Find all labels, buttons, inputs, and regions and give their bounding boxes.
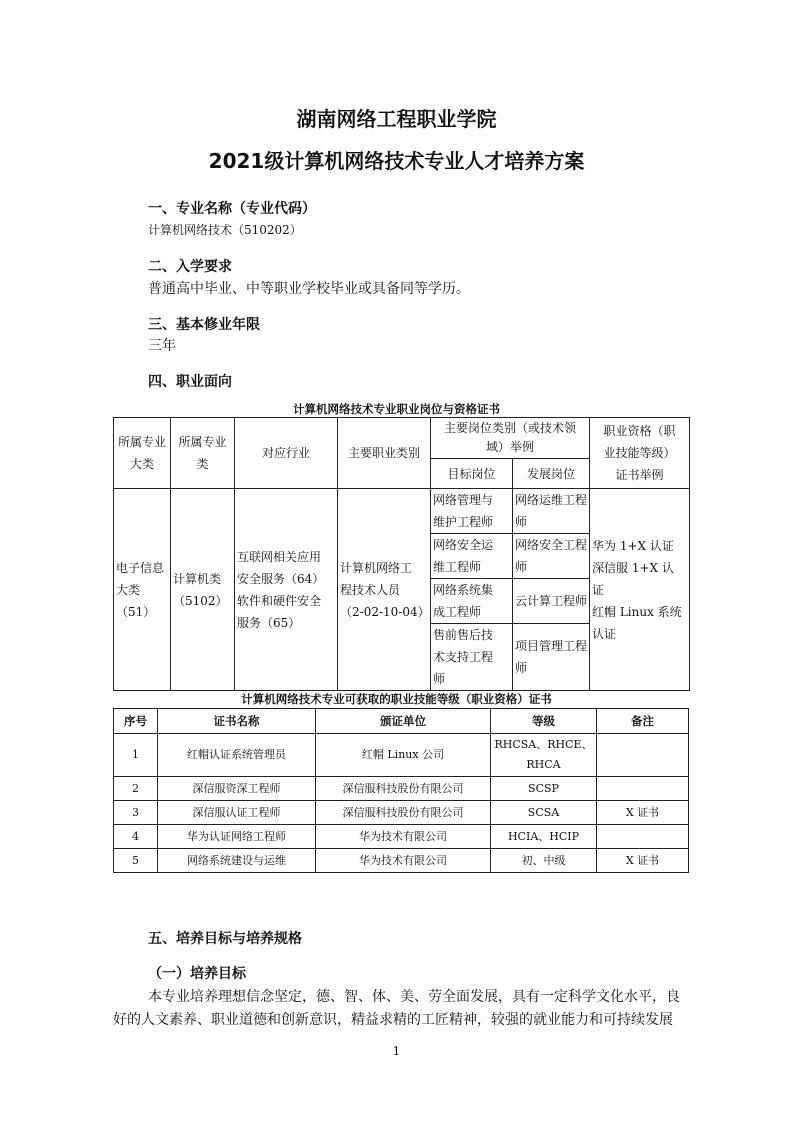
section-5-paragraph-line1: 本专业培养理想信念坚定，德、智、体、美、劳全面发展，具有一定科学文化水平，良	[148, 989, 680, 1005]
section-2-heading: 二、入学要求	[148, 259, 232, 275]
header-target: 目标岗位	[431, 459, 513, 489]
cell-note: X 证书	[597, 801, 689, 825]
section-5-heading: 五、培养目标与培养规格	[148, 931, 302, 947]
cell-issuer: 华为技术有限公司	[316, 849, 491, 873]
industry-cell: 互联网相关应用 安全服务（64） 软件和硬件安全 服务（65）	[235, 489, 338, 691]
table-row	[114, 801, 689, 825]
cell-note	[597, 825, 689, 849]
develop-post: 网络安全工程 师	[513, 534, 590, 579]
cell-note: X 证书	[597, 849, 689, 873]
target-post: 网络安全运 维工程师	[431, 534, 513, 579]
cell-level: HCIA、HCIP	[491, 825, 597, 849]
cert-cell: 华为 1+X 认证 深信服 1+X 认 证 红帽 Linux 系统 认证	[590, 489, 690, 691]
section-2-text: 普通高中毕业、中等职业学校毕业或具备同等学历。	[148, 281, 470, 297]
class-cell: 计算机类 （5102）	[171, 489, 235, 691]
col-header: 等级	[491, 709, 597, 734]
cell-note	[597, 777, 689, 801]
table-row	[114, 849, 689, 873]
document-title: 湖南网络工程职业学院	[296, 107, 497, 131]
cell-issuer: 深信服科技股份有限公司	[316, 801, 491, 825]
document-subtitle: 2021级计算机网络技术专业人才培养方案	[208, 149, 585, 173]
cell-level: 初、中级	[491, 849, 597, 873]
table-row	[114, 734, 689, 777]
category-cell: 电子信息 大类（51）	[114, 489, 171, 691]
section-3-text: 三年	[148, 338, 176, 354]
col-header: 证书名称	[158, 709, 316, 734]
header-category: 所属专业 大类	[114, 418, 171, 489]
cell-no: 3	[114, 801, 158, 825]
cell-issuer: 深信服科技股份有限公司	[316, 777, 491, 801]
cell-name: 红帽认证系统管理员	[158, 734, 316, 777]
cell-issuer: 红帽 Linux 公司	[316, 734, 491, 777]
section-1-heading: 一、专业名称（专业代码）	[148, 201, 316, 217]
header-cert: 职业资格（职 业技能等级） 证书举例	[590, 418, 690, 489]
page-number: 1	[392, 1044, 401, 1058]
cell-name: 华为认证网络工程师	[158, 825, 316, 849]
cell-no: 2	[114, 777, 158, 801]
section-5-paragraph-line2: 好的人文素养、职业道德和创新意识，精益求精的工匠精神，较强的就业能力和可持续发展	[113, 1012, 673, 1028]
section-3-heading: 三、基本修业年限	[148, 317, 260, 333]
header-posts: 主要岗位类别（或技术领 域）举例	[431, 418, 590, 459]
cell-note	[597, 734, 689, 777]
table-row	[114, 777, 689, 801]
cell-name: 网络系统建设与运维	[158, 849, 316, 873]
cell-no: 4	[114, 825, 158, 849]
section-4-heading: 四、职业面向	[148, 374, 232, 390]
section-1-text: 计算机网络技术（510202）	[148, 223, 302, 237]
cell-no: 1	[114, 734, 158, 777]
develop-post: 网络运维工程 师	[513, 489, 590, 534]
cell-no: 5	[114, 849, 158, 873]
header-class: 所属专业类	[171, 418, 235, 489]
cell-name: 深信服资深工程师	[158, 777, 316, 801]
table-header-row	[114, 709, 689, 734]
target-post: 网络管理与 维护工程师	[431, 489, 513, 534]
col-header: 颁证单位	[316, 709, 491, 734]
cell-name: 深信服认证工程师	[158, 801, 316, 825]
col-header: 序号	[114, 709, 158, 734]
target-post: 网络系统集 成工程师	[431, 579, 513, 624]
table-row	[114, 825, 689, 849]
header-occupation: 主要职业类别	[338, 418, 431, 489]
target-post: 售前售后技 术支持工程 师	[431, 624, 513, 691]
develop-post: 云计算工程师	[513, 579, 590, 624]
header-develop: 发展岗位	[513, 459, 590, 489]
cell-level: SCSA	[491, 801, 597, 825]
header-industry: 对应行业	[235, 418, 338, 489]
cell-level: SCSP	[491, 777, 597, 801]
certificate-table	[113, 708, 689, 873]
develop-post: 项目管理工程 师	[513, 624, 590, 691]
table-2-caption: 计算机网络技术专业可获取的职业技能等级（职业资格）证书	[241, 692, 552, 706]
career-table	[113, 417, 690, 691]
occupation-cell: 计算机网络工 程技术人员 （2-02-10-04）	[338, 489, 431, 691]
table-1-caption: 计算机网络技术专业职业岗位与资格证书	[293, 402, 500, 416]
section-5-subheading: （一）培养目标	[148, 966, 246, 982]
cell-level: RHCSA、RHCE、RHCA	[491, 734, 597, 777]
cell-issuer: 华为技术有限公司	[316, 825, 491, 849]
col-header: 备注	[597, 709, 689, 734]
